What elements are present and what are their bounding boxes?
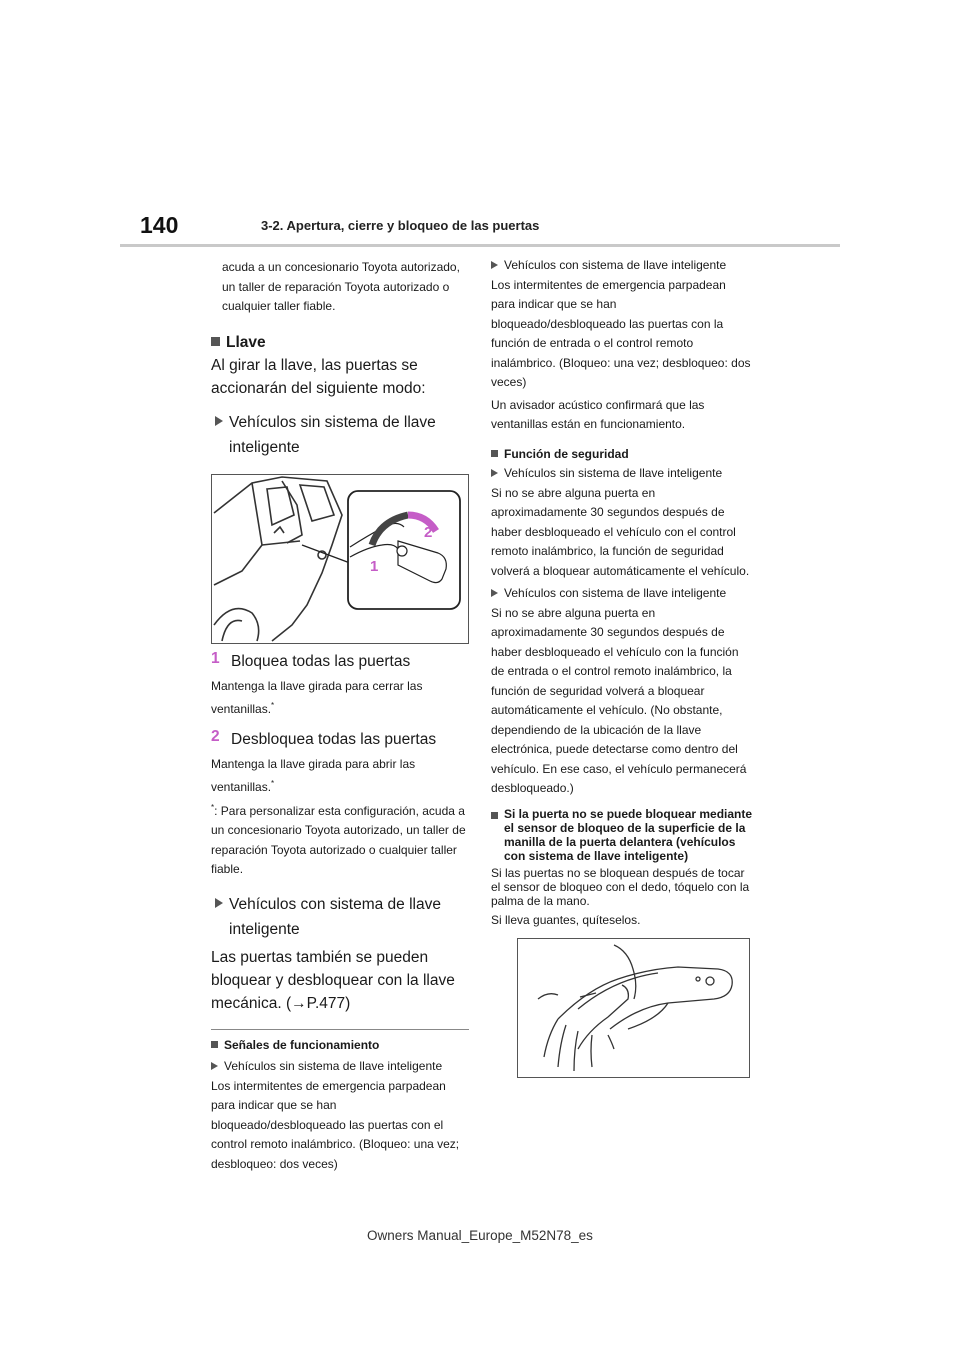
- figure-label-1: 1: [370, 557, 379, 575]
- triangle-bullet-icon: [215, 416, 223, 426]
- llave-heading: Llave: [211, 331, 469, 354]
- llave-text: Al girar la llave, las puertas se accionarán del siguiente modo:: [211, 356, 426, 397]
- guantes-text: Si lleva guantes, quíteselos.: [491, 912, 641, 927]
- step-lock-desc: Mantenga la llave girada para cerrar las ventanillas.*: [211, 678, 423, 716]
- step-unlock-desc: Mantenga la llave girada para abrir las ventanillas.*: [211, 756, 416, 794]
- hand-door-handle-illustration: [518, 939, 749, 1077]
- mechanical-key-text: Las puertas también se pueden bloquear y desbloquear con la llave mecánica. (→P.477): [211, 948, 455, 1012]
- page-number: 140: [140, 212, 179, 238]
- footnote: *: Para personalizar esta configuración, acuda a un concesionario Toyota autorizado, un taller de reparación Toyota autorizado o cualquier taller fiable.: [211, 802, 466, 876]
- step-unlock: 2 Desbloquea todas las puertas: [211, 727, 437, 748]
- palm-sensor-illustration: [517, 938, 750, 1078]
- subheading-with-smart-key: Vehículos con sistema de llave inteligente: [211, 892, 469, 942]
- senales-heading: Señales de funcionamiento: [211, 1036, 469, 1056]
- square-bullet-icon: [491, 450, 498, 457]
- triangle-bullet-icon: [211, 1062, 218, 1070]
- puerta-heading: Si la puerta no se puede bloquear mediante el sensor de bloqueo de la superficie de la manilla de la puerta delantera (vehículos con sistema de llave inteligente): [491, 807, 753, 863]
- senales-subheading: Vehículos sin sistema de llave inteligente: [211, 1057, 469, 1077]
- triangle-bullet-icon: [215, 898, 223, 908]
- seguridad-heading: Función de seguridad: [491, 445, 753, 465]
- square-bullet-icon: [491, 812, 498, 819]
- section-title: 3-2. Apertura, cierre y bloqueo de las puertas: [261, 218, 540, 233]
- triangle-bullet-icon: [491, 589, 498, 597]
- footer: Owners Manual_Europe_M52N78_es: [367, 1228, 593, 1243]
- seguridad-subheading-1: Vehículos sin sistema de llave inteligente: [491, 464, 753, 484]
- header-rule: [120, 244, 840, 247]
- key-turn-illustration: [211, 474, 469, 644]
- buzzer-text: Un avisador acústico confirmará que las ventanillas están en funcionamiento.: [491, 397, 705, 431]
- subheading-without-smart-key: Vehículos sin sistema de llave inteligente: [211, 410, 469, 460]
- puerta-text: Si las puertas no se bloquean después de tocar el sensor de bloqueo con el dedo, tóquelo con la palma de la mano.: [491, 865, 750, 908]
- right-column: [491, 256, 753, 1078]
- intro-text: acuda a un concesionario Toyota autorizado, un taller de reparación Toyota autorizado o cualquier taller fiable.: [222, 260, 460, 313]
- car-door-key-illustration: [212, 475, 468, 643]
- square-bullet-icon: [211, 337, 220, 346]
- senales-smart-subheading: Vehículos con sistema de llave inteligente: [491, 256, 753, 276]
- seguridad-subheading-2: Vehículos con sistema de llave inteligente: [491, 584, 753, 604]
- square-bullet-icon: [211, 1041, 218, 1048]
- left-column: [211, 258, 469, 1174]
- senales-text: Los intermitentes de emergencia parpadean para indicar que se han bloqueado/desbloqueado las puertas con el control remoto inalámbrico. (Bloqueo: una vez; desbloqueo: dos veces): [211, 1078, 460, 1171]
- seguridad-text-1: Si no se abre alguna puerta en aproximadamente 30 segundos después de haber desbloqueado el vehículo con el control remoto inalámbrico, la función de seguridad volverá a bloquear automáticamente el vehículo.: [491, 485, 750, 578]
- figure-label-2: 2: [424, 523, 433, 541]
- step-lock: 1 Bloquea todas las puertas: [211, 649, 411, 670]
- seguridad-text-2: Si no se abre alguna puerta en aproximadamente 30 segundos después de haber desbloqueado el vehículo con la función de entrada o el control remoto inalámbrico, la función de seguridad volverá a bloquear automáticamente el vehículo. (No obstante, dependiendo de la ubicación de la llave electrónica, puede detectarse como dentro del vehículo. En ese caso, el vehículo permanecerá desbloqueado.): [491, 605, 747, 795]
- divider: [211, 1029, 469, 1030]
- triangle-bullet-icon: [491, 261, 498, 269]
- triangle-bullet-icon: [491, 469, 498, 477]
- senales-smart-text: Los intermitentes de emergencia parpadean para indicar que se han bloqueado/desbloqueado las puertas con la función de entrada o el control remoto inalámbrico. (Bloqueo: una vez; desbloqueo: dos veces): [491, 277, 751, 389]
